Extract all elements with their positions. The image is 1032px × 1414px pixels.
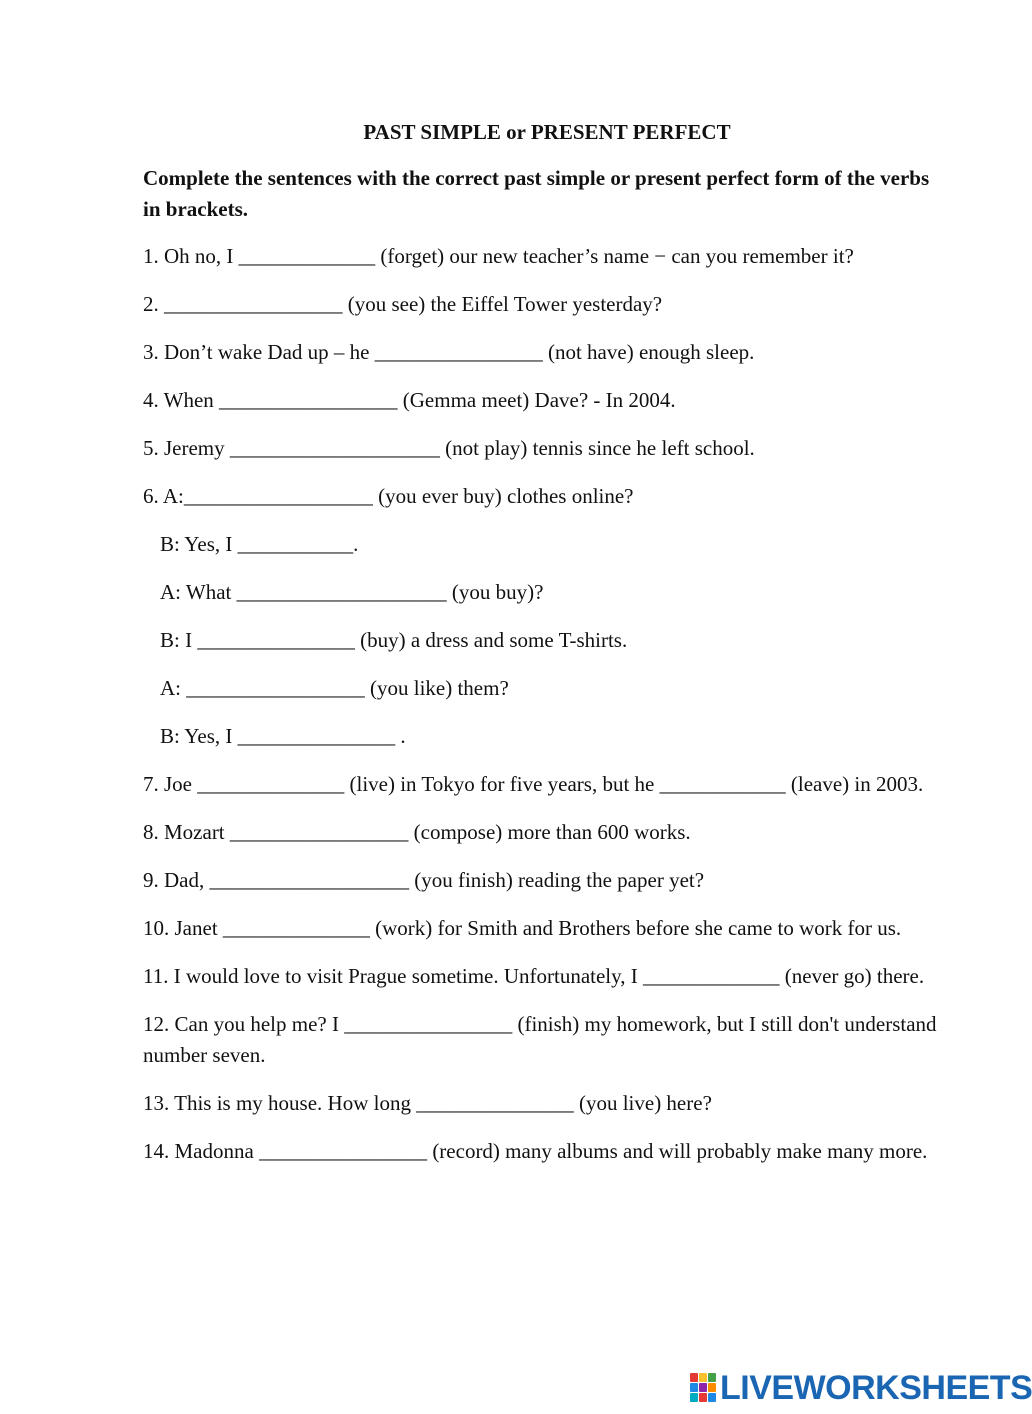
exercise-line: 9. Dad, ___________________ (you finish) reading the paper yet? — [143, 868, 705, 892]
exercise-line: 7. Joe ______________ (live) in Tokyo for five years, but he ____________ (leave) in 2003. — [143, 772, 924, 796]
logo-tile — [690, 1393, 698, 1402]
logo-tile — [690, 1373, 698, 1382]
exercise-line: 13. This is my house. How long _______________ (you live) here? — [143, 1091, 712, 1115]
exercise-line: 6. A:__________________ (you ever buy) clothes online? — [143, 484, 634, 508]
logo-tile — [708, 1383, 716, 1392]
worksheet-title: PAST SIMPLE or PRESENT PERFECT — [363, 120, 731, 144]
exercise-line: 10. Janet ______________ (work) for Smith and Brothers before she came to work for us. — [143, 916, 902, 940]
logo-tile — [699, 1373, 707, 1382]
exercise-list — [143, 241, 943, 1167]
worksheet-instructions: Complete the sentences with the correct past simple or present perfect form of the verbs in brackets. — [143, 166, 930, 221]
exercise-line: 4. When _________________ (Gemma meet) Dave? - In 2004. — [143, 388, 676, 412]
liveworksheets-logo-icon — [690, 1373, 716, 1403]
exercise-line: 3. Don’t wake Dad up – he ________________ (not have) enough sleep. — [143, 340, 755, 364]
exercise-line: 12. Can you help me? I ________________ (finish) my homework, but I still don't understand number seven. — [143, 1012, 942, 1067]
logo-tile — [699, 1383, 707, 1392]
exercise-line: 11. I would love to visit Prague sometime. Unfortunately, I _____________ (never go) there. — [143, 964, 925, 988]
exercise-line: 8. Mozart _________________ (compose) more than 600 works. — [143, 820, 691, 844]
exercise-line: 5. Jeremy ____________________ (not play) tennis since he left school. — [143, 436, 755, 460]
exercise-line: B: I _______________ (buy) a dress and some T-shirts. — [160, 628, 628, 652]
exercise-line: 14. Madonna ________________ (record) many albums and will probably make many more. — [143, 1139, 928, 1163]
liveworksheets-logo — [690, 1370, 1032, 1406]
exercise-line: A: _________________ (you like) them? — [160, 676, 509, 700]
exercise-line: B: Yes, I _______________ . — [160, 724, 406, 748]
logo-tile — [690, 1383, 698, 1392]
logo-tile — [699, 1393, 707, 1402]
logo-tile — [708, 1393, 716, 1402]
logo-text: LIVEWORKSHEETS — [720, 1368, 1032, 1407]
logo-tile — [708, 1373, 716, 1382]
exercise-line: B: Yes, I ___________. — [160, 532, 359, 556]
exercise-line: 1. Oh no, I _____________ (forget) our new teacher’s name − can you remember it? — [143, 244, 854, 268]
exercise-line: 2. _________________ (you see) the Eiffel Tower yesterday? — [143, 292, 663, 316]
exercise-line: A: What ____________________ (you buy)? — [160, 580, 544, 604]
worksheet — [143, 116, 943, 1184]
